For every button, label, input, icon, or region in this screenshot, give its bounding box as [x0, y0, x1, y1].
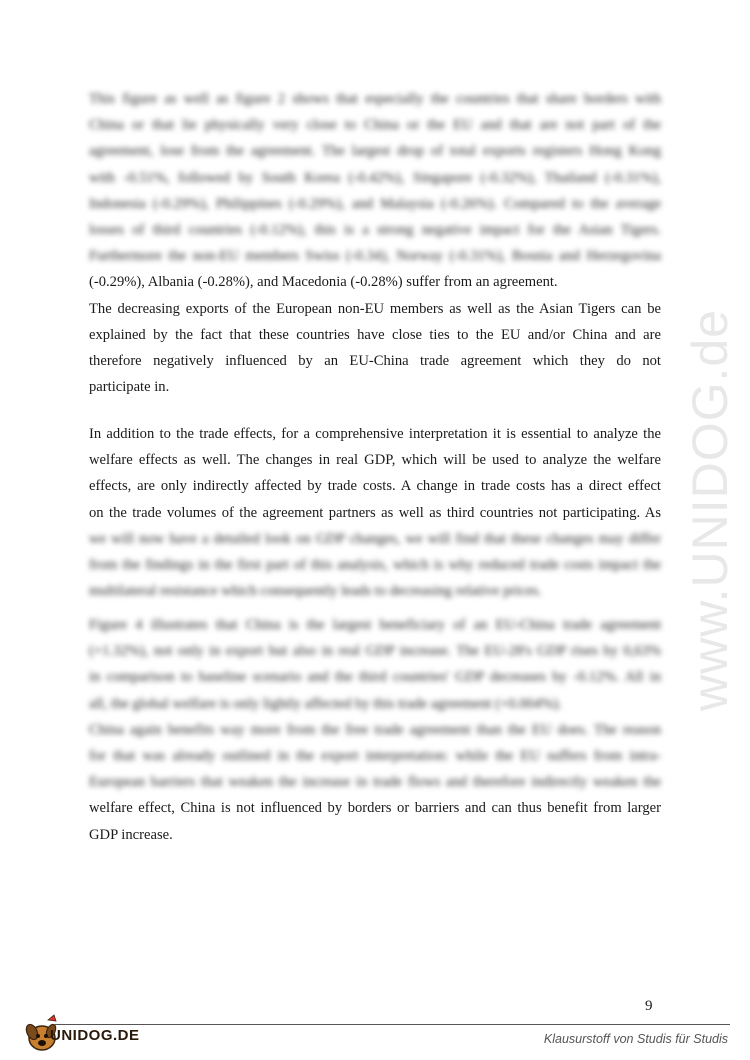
blurred-line: with -0.51%, followed by South Korea (-0.42%), Singapore (-0.32%), Thailand (-0.31%), — [89, 169, 661, 186]
watermark — [680, 270, 740, 750]
watermark-text: www.UNIDOG.de — [682, 309, 738, 711]
blurred-line: European barriers that weaken the increase in trade flows and therefore indirectly weaken the — [89, 774, 661, 791]
text-line: The decreasing exports of the European non-EU members as well as the Asian Tigers can be — [89, 300, 661, 317]
blurred-line: multilateral resistance which consequently leads to decreasing relative prices. — [89, 583, 542, 600]
blurred-line: we will now have a detailed look on GDP changes, we will find that these changes may differ — [89, 530, 661, 547]
text-line: explained by the fact that these countries have close ties to the EU and/or China and are — [89, 326, 661, 343]
blurred-line: Furthermore the non-EU members Swiss (-0.34), Norway (-0.31%), Bosnia and Herzegovina — [89, 248, 661, 265]
blurred-line: for that was already outlined in the export interpretation: while the EU suffers from intra- — [89, 748, 661, 765]
blurred-line: from the findings in the first part of this analysis, which is why reduced trade costs impact the — [89, 557, 661, 574]
blurred-line: China or that lie physically very close to China or the EU and that are not part of the — [89, 117, 661, 134]
paragraph-block-1 — [89, 86, 661, 400]
text-line: welfare effect, China is not influenced by borders or barriers and can thus benefit from larger — [89, 800, 661, 817]
blurred-line: in comparison to baseline scenario and the third countries' GDP decreases by -0.12%. All in — [89, 669, 661, 686]
text-line: effects, are only indirectly affected by trade costs. A change in trade costs has a direct effect — [89, 478, 661, 495]
blurred-line: all, the global welfare is only lightly affected by this trade agreement (+0.004%). — [89, 695, 562, 712]
blurred-line: (+1.32%), not only in export but also in real GDP increase. The EU-28's GDP rises by 0,63% — [89, 643, 661, 660]
text-line: on the trade volumes of the agreement partners as well as third countries not participating. As — [89, 504, 661, 521]
paragraph-block-2 — [89, 421, 661, 604]
paragraph-block-3 — [89, 612, 661, 848]
blurred-line: Indonesia (-0.29%), Philippines (-0.29%), and Malaysia (-0.26%). Compared to the average — [89, 195, 661, 212]
text-line: participate in. — [89, 379, 170, 396]
blurred-line: Figure 4 illustrates that China is the largest beneficiary of an EU-China trade agreement — [89, 617, 661, 633]
text-line: GDP increase. — [89, 826, 173, 843]
footer-tagline: Klausurstoff von Studis für Studis — [543, 1032, 728, 1046]
blurred-line: agreement, lose from the agreement. The largest drop of total exports registers Hong Kong — [89, 143, 661, 160]
blurred-line: This figure as well as figure 2 shows that especially the countries that share borders with — [89, 91, 661, 107]
blurred-line: China again benefits way more from the free trade agreement than the EU does. The reason — [89, 721, 661, 738]
logo-text: UNIDOG.DE — [50, 1027, 140, 1044]
text-line: In addition to the trade effects, for a comprehensive interpretation it is essential to analyze the — [89, 426, 661, 442]
blurred-line: losses of third countries (-0.12%), this is a strong negative impact for the Asian Tigers. — [89, 222, 661, 239]
page-number: 9 — [645, 998, 653, 1014]
text-line: welfare effects as well. The changes in real GDP, which will be used to analyze the welfare — [89, 452, 661, 469]
text-line: (-0.29%), Albania (-0.28%), and Macedonia (-0.28%) suffer from an agreement. — [89, 274, 558, 291]
text-line: therefore negatively influenced by an EU-China trade agreement which they do not — [89, 353, 661, 370]
